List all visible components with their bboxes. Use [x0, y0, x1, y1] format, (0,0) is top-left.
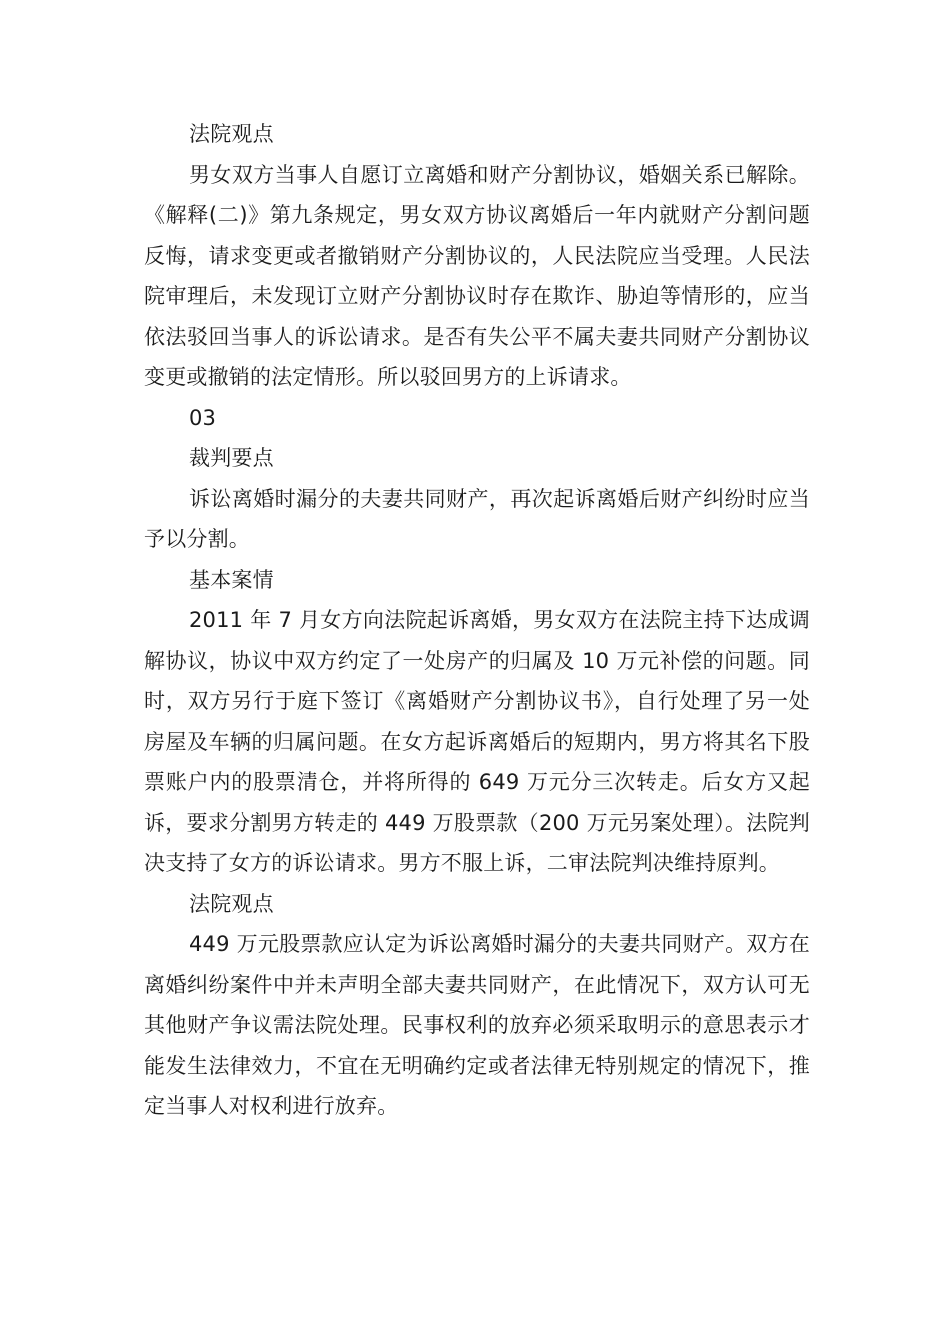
paragraph-court-opinion-2: 449 万元股票款应认定为诉讼离婚时漏分的夫妻共同财产。双方在离婚纠纷案件中并未声明全部夫妻共同财产，在此情况下，双方认可无其他财产争议需法院处理。民事权利的放弃必须采取明示的意思表示才能发生法律效力，不宜在无明确约定或者法律无特别规定的情况下，推定当事人对权利进行放弃。 [144, 932, 810, 1118]
section-heading-court-opinion-2: 法院观点 [189, 891, 274, 916]
section-heading-judgment-points: 裁判要点 [189, 446, 274, 470]
paragraph-judgment-points: 诉讼离婚时漏分的夫妻共同财产，再次起诉离婚后财产纠纷时应当予以分割。 [144, 486, 810, 551]
section-heading-court-opinion: 法院观点 [189, 122, 274, 146]
paragraph-court-opinion-1: 男女双方当事人自愿订立离婚和财产分割协议，婚姻关系已解除。《解释(二)》第九条规定，男女双方协议离婚后一年内就财产分割问题反悔，请求变更或者撤销财产分割协议的，人民法院应当受理。人民法院审理后，未发现订立财产分割协议时存在欺诈、胁迫等情形的，应当依法驳回当事人的诉讼请求。是否有失公平不属夫妻共同财产分割协议变更或撤销的法定情形。所以驳回男方的上诉请求。 [144, 162, 810, 389]
section-heading-basic-facts: 基本案情 [189, 567, 274, 592]
document-body [144, 114, 810, 1127]
paragraph-basic-facts: 2011 年 7 月女方向法院起诉离婚，男女双方在法院主持下达成调解协议，协议中双方约定了一处房产的归属及 10 万元补偿的问题。同时，双方另行于庭下签订《离婚财产分割协议书》，自行处理了另一处房屋及车辆的归属问题。在女方起诉离婚后的短期内，男方将其名下股票账户内的股票清仓，并将所得的 649 万元分三次转走。后女方又起诉，要求分割男方转走的 449 万股票款（200 万元另案处理）。法院判决支持了女方的诉讼请求。男方不服上诉，二审法院判决维持原判。 [144, 608, 810, 875]
case-number: 03 [189, 405, 217, 430]
